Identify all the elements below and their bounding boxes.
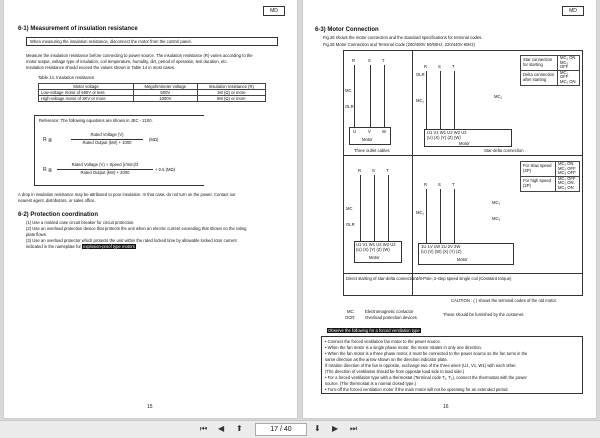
star-delta-switch-table	[520, 55, 580, 86]
insulation-table	[38, 83, 266, 102]
table-cell	[556, 162, 580, 177]
phase-label: R	[352, 58, 356, 63]
phase-label: S	[368, 58, 371, 63]
table-caption: Table 14. Insulation resistance	[38, 75, 95, 80]
observe-title	[327, 329, 421, 333]
wire	[440, 71, 441, 129]
page-up-icon[interactable]: ⬆	[236, 424, 243, 433]
motor-label: Motor	[362, 137, 373, 142]
terminal-label-old: (U) (X) (Y) (Z) (W)	[427, 135, 461, 140]
mc2-state: MC₂ OFF	[558, 165, 576, 171]
mc2-state: MC₂ ON	[560, 78, 576, 84]
paragraph-line: nearest agent, distributors, or sales office.	[18, 198, 96, 203]
legend-note: These should be furnished by the customer.	[443, 312, 525, 317]
legend-mc-value: Electromagnetic contactor	[365, 309, 414, 314]
wire	[360, 175, 361, 241]
olr-label: OLR	[346, 222, 355, 227]
table-row	[521, 162, 580, 177]
reference-box	[34, 115, 204, 186]
table-header: Motor voltage	[39, 84, 134, 90]
phase-label: S	[438, 64, 441, 69]
intro-text: Fig.26 shows the motor connection and the standard specifications for terminal codes.	[323, 35, 483, 40]
terminal-label: V	[368, 129, 371, 134]
section-6-2-heading: 6-2) Protection coordination	[18, 212, 99, 218]
mc2-label: MC₂	[494, 94, 503, 99]
right-page	[303, 0, 596, 418]
mc1-state: MC₁ ON	[558, 161, 574, 166]
reference-title: Reference: The following equations are shown in JEC - 2100.	[39, 118, 153, 123]
table-cell: 500V	[134, 90, 198, 96]
olr-label: OLR	[345, 104, 354, 109]
observe-item: If rotation direction of the fan is opposite, exchange two of the three wires (U1, V1, W1) with each other.	[325, 363, 517, 368]
terminal-label-old: (U) (V) (W) (X) (Y) (Z)	[421, 249, 462, 254]
left-page	[4, 0, 297, 418]
mc1-state: MC₁ OFF	[560, 69, 569, 80]
motor-label: Motor	[457, 257, 468, 262]
figure-caption: Fig.26 Motor Connection and Terminal Code (200/400V 50/60Hz, 220/440V 60Hz)	[323, 42, 475, 47]
phase-label: R	[358, 168, 362, 173]
mc2-state: MC₂ ON	[558, 180, 574, 186]
panel-label-star-delta: Star-delta connection	[484, 148, 524, 153]
phase-label: T	[452, 64, 455, 69]
page-number-input[interactable]: 17 / 40	[255, 423, 307, 436]
equation-2-numerator: Rated Voltage (V) + Speed (r/min)/3	[71, 162, 139, 167]
viewer-toolbar	[0, 420, 600, 438]
list-item: plate flows.	[26, 232, 47, 237]
table-cell: 5M (Ω) or more	[197, 96, 265, 102]
terminal-label: 1U 1V 1W 2U 2V 2W	[421, 244, 461, 249]
panel-label-pole: 4/8-Pole, 2-step speed single coil (Constant torque)	[416, 276, 512, 281]
table-cell: For high speed (2P)	[521, 176, 556, 191]
table-cell: Delta connection after starting	[521, 70, 558, 85]
caution-text: When measuring the insulation resistance, disconnect the motor from the control panel.	[30, 39, 192, 44]
previous-page-icon[interactable]: ◀	[218, 424, 225, 433]
olr-label: OLR	[416, 72, 425, 77]
observe-item: • Connect the forced ventilation fan motor to the power source.	[325, 339, 441, 344]
mc3-label: MC₃	[492, 216, 501, 221]
page-down-icon[interactable]: ⬇	[314, 424, 321, 433]
table-cell	[558, 56, 580, 71]
mc3-state: MC₃ ON	[558, 184, 574, 190]
observe-item: • When the fan motor is a three phase motor, it must be connected to the power source so the fan turns in the	[325, 351, 528, 356]
last-page-icon[interactable]: ⏭	[350, 424, 358, 433]
table-row	[521, 56, 580, 71]
wiring-figure	[343, 50, 583, 296]
wire	[454, 189, 455, 243]
wire	[384, 65, 385, 127]
list-item	[26, 245, 136, 249]
figure-divider	[412, 51, 413, 295]
motor-label: Motor	[459, 141, 470, 146]
mc1-state: MC₁ ON	[560, 55, 576, 60]
wire	[354, 65, 355, 127]
paragraph-line: A drop in insulation resistance may be attributed to poor insulation. In that case, do not turn on the power. Contact our	[18, 192, 236, 197]
observe-item: • When the fan motor is a single phase motor, the motor rotates in only one direction.	[325, 345, 482, 350]
phase-label: S	[438, 182, 441, 187]
observe-item: • Turn-off the forced ventilation motor if the main motor will not be operating for an extended period.	[325, 387, 509, 392]
wire	[370, 65, 371, 127]
mc1-label: MC₁	[416, 98, 424, 103]
phase-label: T	[386, 168, 389, 173]
mc1-state: MC₁ OFF	[558, 175, 576, 181]
terminal-label: U1 V1 W1 U2 W2 U2	[427, 130, 467, 135]
wire	[374, 175, 375, 241]
section-6-1-heading: 6-1) Measurement of insulation resistance	[18, 26, 138, 32]
motor-box	[354, 241, 402, 263]
equation-1-unit: (MΩ)	[149, 137, 159, 142]
table-cell: High-voltage motor of 3KV or more	[39, 96, 134, 102]
motor-box	[424, 129, 512, 147]
phase-label: S	[372, 168, 375, 173]
phase-label: T	[382, 58, 385, 63]
table-row	[521, 176, 580, 191]
mc-label: MC	[346, 206, 353, 211]
equation-1-numerator: Rated Voltage (V)	[90, 132, 124, 137]
motor-box	[418, 243, 514, 265]
phase-label: T	[452, 182, 455, 187]
mc2-state: MC₂ OFF	[560, 59, 569, 70]
brand-logo: MD	[263, 6, 285, 16]
table-cell: 1000V	[134, 96, 198, 102]
observe-item: (The direction of ventilation should be from opposite load side to load side.)	[325, 369, 465, 374]
table-header: Megohmmeter voltage	[134, 84, 198, 90]
first-page-icon[interactable]: ⏮	[200, 424, 208, 433]
list-item: (2) Use an overload protection device that protects the unit when an electric current exceeding that shown on the rating	[26, 226, 247, 231]
table-cell	[558, 70, 580, 85]
table-header: Insulation resistance (R)	[197, 84, 265, 90]
observe-box	[321, 336, 583, 394]
terminal-label: U1 V1 W1 U2 W2 U2	[356, 242, 396, 247]
brand-logo: MD	[562, 6, 584, 16]
page-number: 16	[443, 404, 449, 410]
table-row	[521, 70, 580, 85]
next-page-icon[interactable]: ▶	[332, 424, 339, 433]
paragraph-line: Measure the insulation resistance before connecting to power source. The insulation resistance (R) varies according to the	[26, 53, 253, 58]
list-item: (1) Use a molded case circuit breaker for circuit protection.	[26, 220, 135, 225]
mc3-state: MC₃ OFF	[558, 170, 576, 176]
table-cell: Low-voltage motor of 690V or less	[39, 90, 134, 96]
figure-divider	[344, 155, 582, 156]
caution-old-codes: CAUTION : ( ) shows the terminal codes of the old motor.	[451, 298, 557, 303]
motor-label: Motor	[369, 255, 380, 260]
table-cell	[556, 176, 580, 191]
phase-label: R	[424, 64, 428, 69]
table-header-row	[39, 84, 266, 90]
mc1-label: MC₁	[416, 210, 424, 215]
mc-label: MC	[345, 88, 352, 93]
table-row	[39, 96, 266, 102]
highlighted-term: explosion-proof type motors	[83, 244, 135, 249]
page-number: 15	[147, 404, 153, 410]
legend-mc-key: MC:	[347, 309, 355, 314]
terminal-label: W	[382, 129, 386, 134]
paragraph-line: Insulation resistance should exceed the values shown in Table 14 in most cases.	[26, 65, 176, 70]
observe-item: source. (The thermostat is a normal closed type.)	[325, 381, 416, 386]
wire	[388, 175, 389, 241]
observe-title-text: Observe the following for a forced ventilation type	[328, 328, 420, 333]
terminal-label: U	[353, 129, 357, 134]
phase-label: R	[424, 182, 428, 187]
motor-box	[349, 127, 391, 145]
equation-2-denominator: Rated Output (kW) + 2000	[80, 170, 130, 175]
figure-divider	[344, 273, 582, 274]
wire	[440, 189, 441, 243]
wire	[426, 71, 427, 129]
equation-2-unit: + 0.5 (MΩ)	[155, 167, 176, 172]
pole-switch-table	[520, 161, 580, 192]
list-item: (3) Use an overload protector which protects the unit within the rated locked time by allowable locked rotor current	[26, 238, 237, 243]
section-6-3-heading: 6-3) Motor Connection	[315, 27, 379, 33]
table-cell: For slow speed (4P)	[521, 162, 556, 177]
paragraph-line: motor output, voltage type of insulation, coil temperature, humidity, dirt, period of operation, test duration, etc.	[26, 59, 228, 64]
observe-item: same direction as the arrow shown on the direction indicator plate.	[325, 357, 448, 362]
equation-2-lhs: R ≧	[43, 167, 53, 173]
table-cell: 1M (Ω) or more	[197, 90, 265, 96]
mc2-label: MC₂	[492, 200, 501, 205]
observe-item: • For a forced ventilation type with a thermostat (Terminal code T₁, T₂), connect the thermostat with the power	[325, 375, 527, 380]
equation-1-denominator: Rated Output (kW) + 1000	[82, 140, 132, 145]
terminal-label-old: (U) (X) (Y) (Z) (W)	[356, 247, 390, 252]
panel-label-three-outlet: Three outlet cables	[354, 148, 390, 153]
wire	[426, 189, 427, 243]
list-item-text: indicated in the nameplate for	[26, 244, 81, 249]
equation-1-lhs: R ≧	[43, 137, 53, 143]
caution-box	[26, 37, 278, 46]
wire	[454, 71, 455, 129]
legend-ocr-value: Overload protection devices	[365, 315, 417, 320]
legend-ocr-key: OCR:	[345, 315, 356, 320]
panel-label-direct: Direct starting of star-delta connection	[346, 276, 417, 281]
table-cell: Star connection for starting	[521, 56, 558, 71]
